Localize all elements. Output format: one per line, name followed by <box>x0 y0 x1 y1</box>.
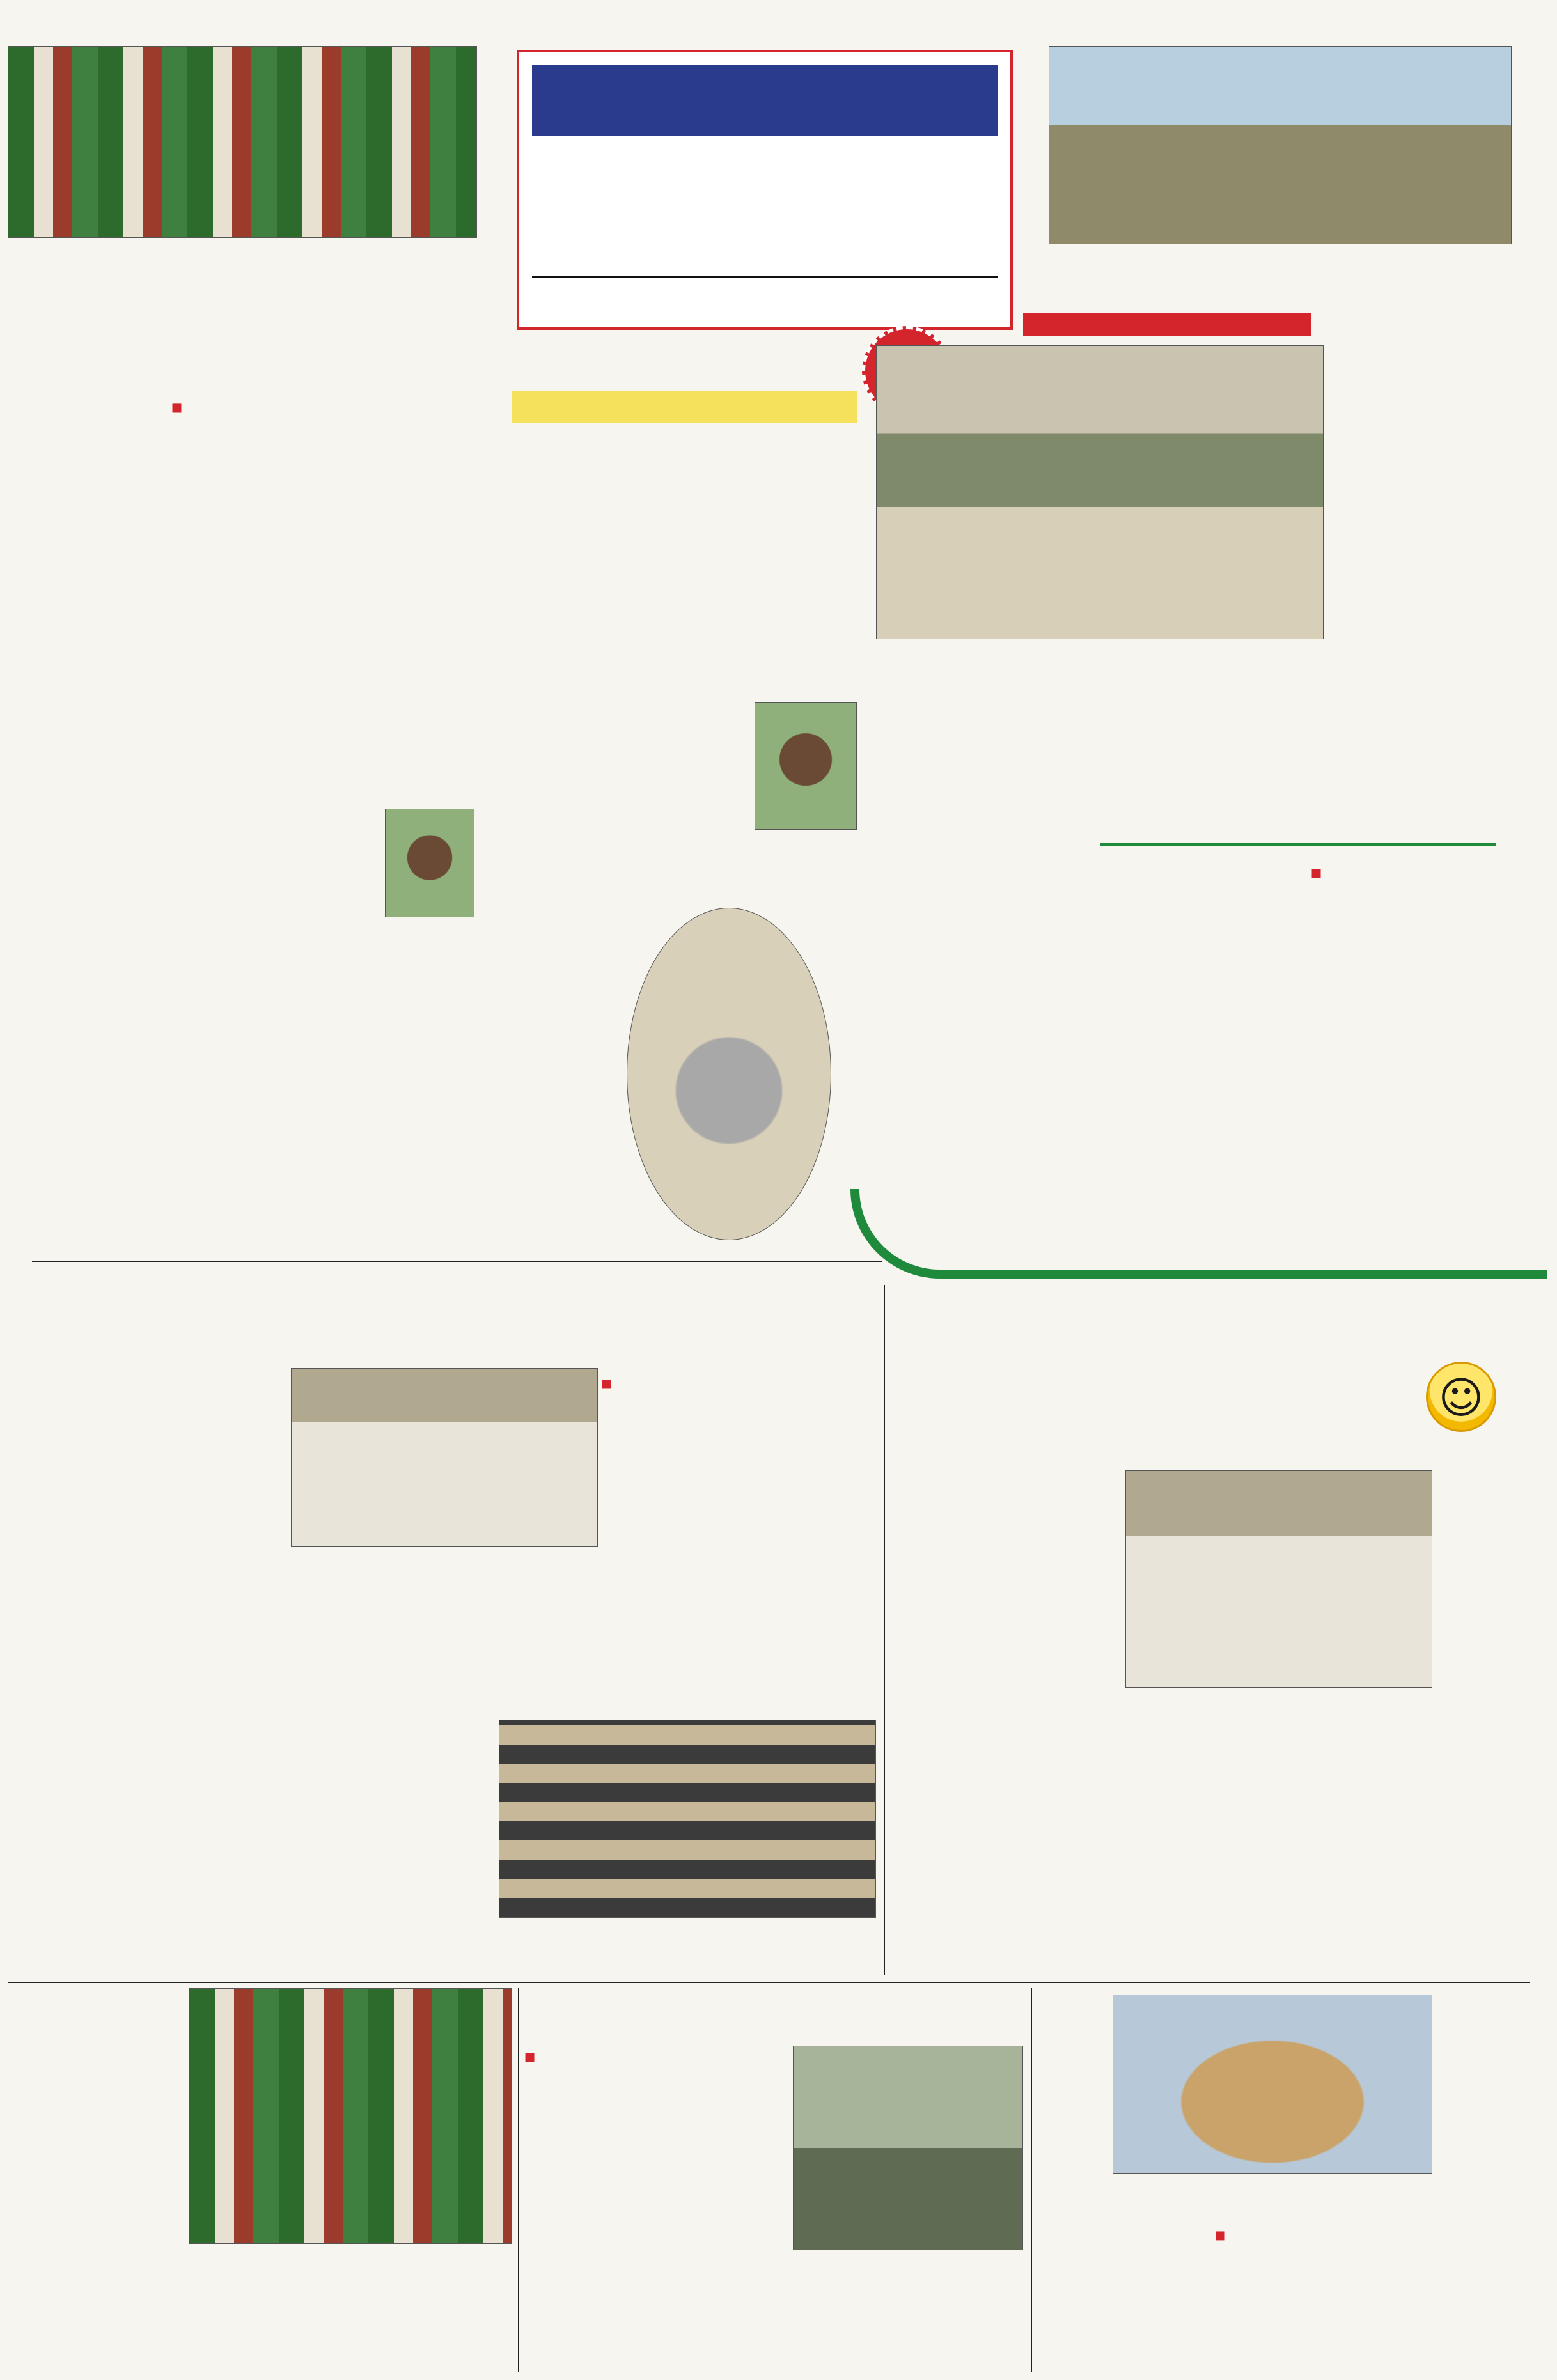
villager-portrait-photo <box>755 702 857 830</box>
field-col2-body <box>1100 863 1304 1221</box>
smiley-thumbs-up-icon: ☺ <box>1426 1362 1496 1432</box>
field-main-body <box>876 767 1087 1215</box>
column-divider <box>884 1285 885 1975</box>
column-divider <box>1031 1988 1032 2372</box>
budget-body-col2 <box>291 1579 489 1867</box>
budget-body-col4 <box>291 1873 489 1975</box>
edition-name <box>532 148 998 270</box>
corporators-meeting-photo <box>499 1720 876 1918</box>
section-divider <box>32 1261 882 1262</box>
tank-body <box>1039 2225 1209 2372</box>
water-body-col2 <box>793 2276 1023 2372</box>
water-body <box>524 2154 780 2372</box>
sub-story-body <box>307 809 380 1064</box>
errakunta-village-road-photo <box>876 345 1324 639</box>
exam-hall-photo <box>1125 1470 1432 1688</box>
sub-story-body <box>517 702 747 938</box>
budget-body <box>45 1371 281 1998</box>
pumphouse-visit-photo <box>793 2046 1023 2250</box>
kannayapalli-sports-ground-photo <box>1049 46 1512 244</box>
story-body-col3 <box>307 524 460 735</box>
story2-sub-kicker <box>512 391 857 423</box>
tank-body-col2 <box>1215 2276 1515 2372</box>
congress-celebration-photo <box>189 1988 512 2244</box>
story-body <box>38 395 166 1245</box>
top-photo-tag <box>1023 313 1311 336</box>
column-divider <box>518 1988 519 2372</box>
crematorium-shed-photo <box>627 908 831 1240</box>
section-divider <box>8 1982 1530 1983</box>
exam-body <box>892 1342 1116 1982</box>
budget-officer-photo <box>291 1368 598 1547</box>
budget-body-col3 <box>646 1560 876 1713</box>
field-side-body <box>1336 252 1512 648</box>
story-body-col2 <box>173 524 301 1245</box>
field-col3-body <box>1311 1074 1509 1208</box>
farmers-protest-photo <box>8 46 477 238</box>
water-tank-protest-photo <box>1113 1995 1432 2174</box>
budget-side-body <box>646 1458 876 1553</box>
green-swoosh <box>850 1189 1547 1279</box>
masthead <box>517 50 1013 330</box>
masthead-rule <box>532 276 998 278</box>
brand-bar <box>532 65 998 136</box>
exam-bottom-body <box>1125 1720 1515 1918</box>
farmer-portrait-photo <box>385 809 474 917</box>
story2-body <box>512 435 870 649</box>
big-subheadline <box>1100 812 1496 846</box>
